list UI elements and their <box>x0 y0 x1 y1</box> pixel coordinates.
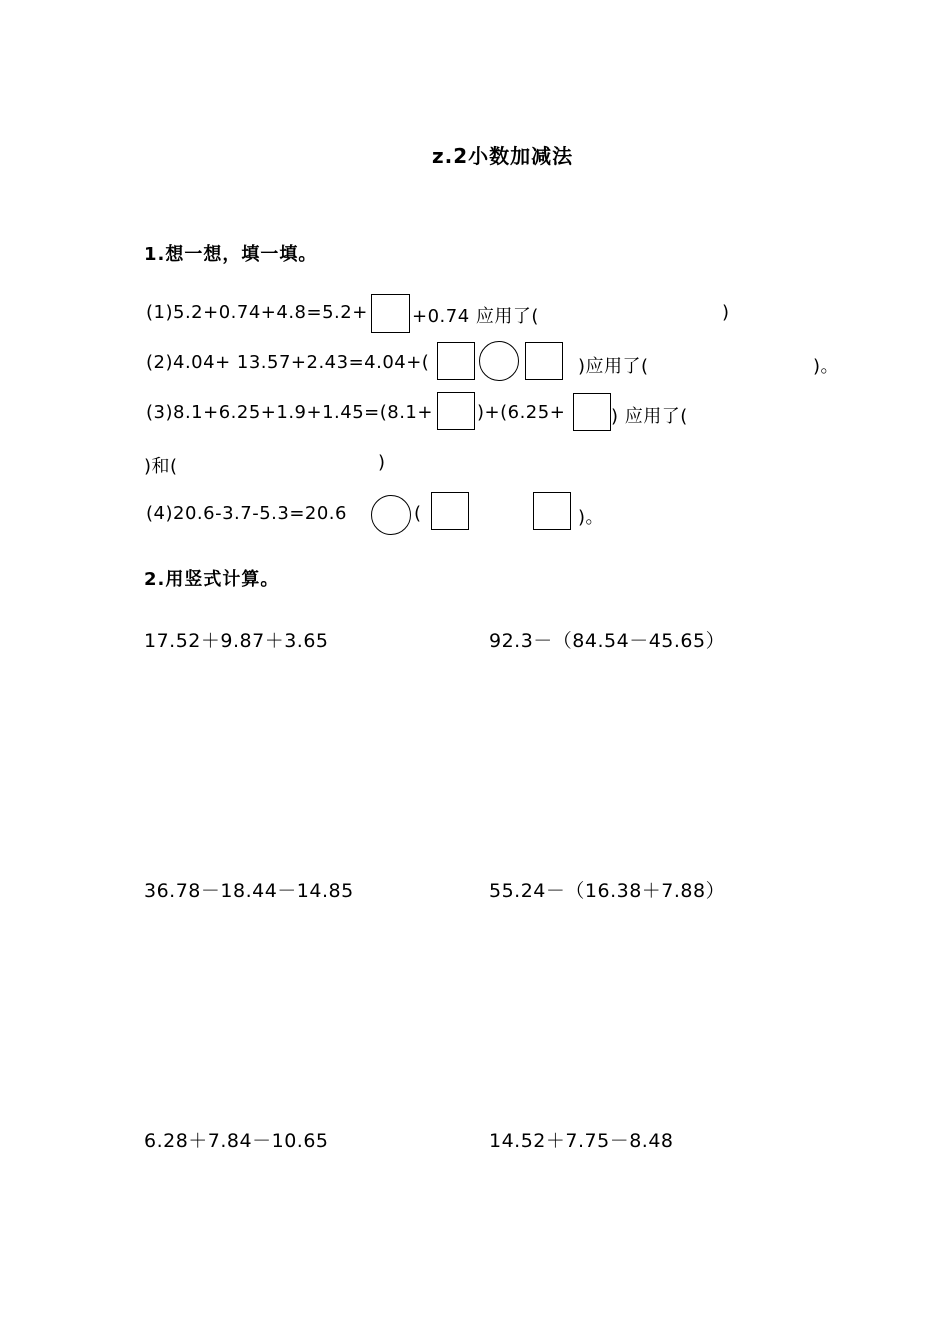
calc-item-3: 36.78－18.44－14.85 <box>144 880 354 902</box>
q2-answer-box-1[interactable] <box>437 342 475 380</box>
q2-mid-text: )应用了( <box>578 356 649 377</box>
calc-item-2: 92.3－（84.54－45.65） <box>489 630 726 652</box>
calc-item-1: 17.52＋9.87＋3.65 <box>144 630 329 652</box>
q3-cont-left-text: )和( <box>144 456 178 477</box>
q4-answer-box-2[interactable] <box>533 492 571 530</box>
q3-left-text: (3)8.1+6.25+1.9+1.45=(8.1+ <box>146 402 433 423</box>
q3-mid-text: )+(6.25+ <box>477 402 566 423</box>
q2-right-text: )。 <box>813 356 840 377</box>
section2-heading: 2.用竖式计算。 <box>144 569 280 590</box>
q1-left-text: (1)5.2+0.74+4.8=5.2+ <box>146 302 368 323</box>
q3-cont-right-text: ) <box>378 452 386 473</box>
q3-answer-box-1[interactable] <box>437 392 475 430</box>
page-title: z.2小数加减法 <box>432 144 574 168</box>
q4-right-text: )。 <box>578 507 605 528</box>
section1-heading: 1.想一想，填一填。 <box>144 244 318 265</box>
q4-mid-text: ( <box>414 503 422 524</box>
q1-answer-box[interactable] <box>371 294 410 333</box>
q1-right-text: ) <box>722 302 730 323</box>
q4-left-text: (4)20.6-3.7-5.3=20.6 <box>146 503 347 524</box>
q3-answer-box-2[interactable] <box>573 393 611 431</box>
calc-item-4: 55.24－（16.38＋7.88） <box>489 880 726 902</box>
q2-left-text: (2)4.04+ 13.57+2.43=4.04+( <box>146 352 430 373</box>
q4-answer-box-1[interactable] <box>431 492 469 530</box>
q4-operator-circle[interactable] <box>371 495 411 535</box>
q3-right-text: ) 应用了( <box>611 406 688 427</box>
calc-item-6: 14.52＋7.75－8.48 <box>489 1130 674 1152</box>
q2-operator-circle[interactable] <box>479 341 519 381</box>
q2-answer-box-2[interactable] <box>525 342 563 380</box>
q1-mid-text: +0.74 应用了( <box>412 306 539 327</box>
calc-item-5: 6.28＋7.84－10.65 <box>144 1130 329 1152</box>
